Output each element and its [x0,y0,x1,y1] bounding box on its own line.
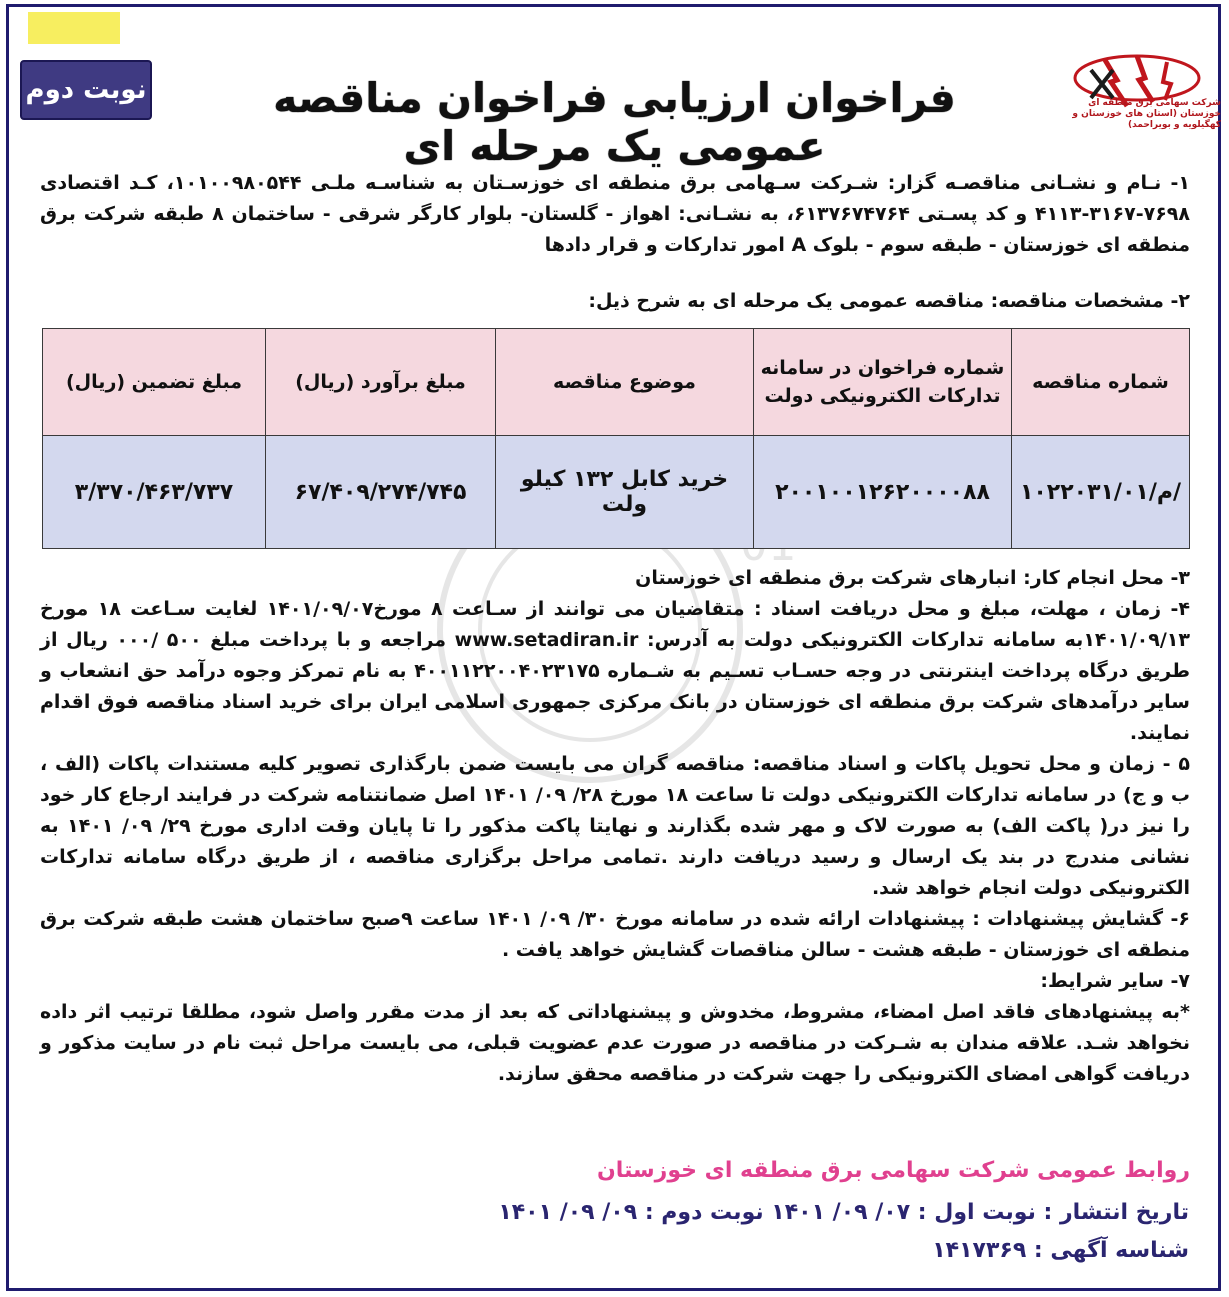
header-tender-number: شماره مناقصه [1012,329,1190,436]
tender-table [42,328,1190,549]
cell-tender-number: م/۱۰۲۲۰۳۱/۰۱/ [1012,436,1190,549]
header-subject: موضوع مناقصه [496,329,754,436]
section-3-location: ۳- محل انجام کار: انبارهای شرکت برق منطقه ای خوزستان [635,567,1190,589]
table-row [43,436,1190,549]
page-title: فراخوان ارزیابی فراخوان مناقصه عمومی یک مرحله ای [273,74,956,170]
section-6-opening: ۶- گشایش پیشنهادات : پیشنهادات ارائه شده در سامانه مورخ ۳۰/ ۰۹/ ۱۴۰۱ ساعت ۹صبح ساختمان هشت طبقه شرکت برق منطقه ای خوزستان - طبقه هشت - سالن مناقصات گشایش خواهد یافت . [40,908,1190,961]
section-1-organizer: ۱- نـام و نشـانی مناقصـه گزار: شـرکت سـهامی برق منطقه ای خوزسـتان به شناسـه ملـی ۱۰۱۰۰۹۸۰۵۴۴، کـد اقتصادی ۷۶۹۸-۳۱۶۷-۴۱۱۳ و کد پسـتی ۶۱۳۷۶۷۴۷۶۴، به نشـانی: اهواز - گلستان- بلوار کارگر شرقی - ساختمان ۸ طبقه شرکت برق منطقه ای خوزستان - طبقه سوم - بلوک A امور تدارکات و قرار دادها [40,172,1190,256]
cell-subject: خرید کابل ۱۳۲ کیلو ولت [496,436,754,549]
ad-identifier: شناسه آگهی : ۱۴۱۷۳۶۹ [932,1238,1189,1263]
header-estimate: مبلغ برآورد (ریال) [266,329,496,436]
header-call-number: شماره فراخوان در سامانه تدارکات الکترونیکی دولت [754,329,1012,436]
public-relations-signature: روابط عمومی شرکت سهامی برق منطقه ای خوزستان [597,1158,1190,1183]
second-publication-badge: نوبت دوم [20,60,152,120]
section-4-documents: ۴- زمان ، مهلت، مبلغ و محل دریافت اسناد : متقاضیان می توانند از سـاعت ۸ مورخ۱۴۰۱/۰۹/۰۷ لغایت سـاعت ۱۸ مورخ ۱۴۰۱/۰۹/۱۳به سامانه تدارکات الکترونیکی دولت به آدرس: www.setadiran.ir مراجعه و با پرداخت مبلغ ۵۰۰ /۰۰۰ ریال از طریق درگاه پرداخت اینترنتی در وجه حسـاب تسـیم به شـماره ۴۰۰۱۱۲۲۰۰۴۰۲۳۱۷۵ به نام تمرکز وجوه درآمد حق انشعاب و سایر درآمدهای شرکت برق منطقه ای خوزستان در بانک مرکزی جمهوری اسلامی ایران برای خرید اسناد مناقصه فوق اقدام نمایند. [40,598,1190,744]
cell-call-number: ۲۰۰۱۰۰۱۲۶۲۰۰۰۰۸۸ [754,436,1012,549]
cell-guarantee: ۳/۳۷۰/۴۶۳/۷۳۷ [43,436,266,549]
logo-caption: شرکت سهامی برق منطقه ای خوزستان (استان های خوزستان و کهگیلویه و بویراحمد) [1072,98,1221,130]
publish-dates: تاریخ انتشار : نوبت اول : ۰۷/ ۰۹/ ۱۴۰۱ نوبت دوم : ۰۹/ ۰۹/ ۱۴۰۱ [498,1200,1189,1225]
white-chip [320,12,412,44]
section-7-heading: ۷- سایر شرایط: [1040,970,1190,992]
white-chip [616,12,708,44]
section-5-delivery: ۵ - زمان و محل تحویل پاکات و اسناد مناقصه: مناقصه گران می بایست ضمن بارگذاری تصویر کلیه مستندات پاکات (الف ، ب و ج) در سامانه تدارکات الکترونیکی دولت تا ساعت ۱۸ مورخ ۲۸/ ۰۹/ ۱۴۰۱ اصل ضمانتنامه شرکت در فرایند ارجاع کار خود را نیز در( پاکت الف) به صورت لاک و مهر شده بگذارند و نهایتا پاکت مذکور را تا پایان وقت اداری مورخ ۲۹/ ۰۹/ ۱۴۰۱ به نشانی مندرج در بند یک ارسال و رسید دریافت دارند .تمامی مراحل برگزاری مناقصه ، از طریق درگاه سامانه تدارکات الکترونیکی دولت انجام خواهد شد. [40,753,1190,899]
section-7-body: *به پیشنهادهای فاقد اصل امضاء، مشروط، مخدوش و پیشنهاداتی که بعد از مدت مقرر واصل شود، مطلقا ترتیب اثر داده نخواهد شـد. علاقه مندان به شـرکت در مناقصه در صورت عدم عضویت قبلی، می بایست مراحل ثبت نام در سایت مذکور و دریافت گواهی امضای الکترونیکی را جهت شرکت در مناقصه محقق سازند. [40,1001,1190,1085]
sections-3-to-7 [40,563,1190,1090]
top-color-strip [6,4,1221,50]
cell-estimate: ۶۷/۴۰۹/۲۷۴/۷۴۵ [266,436,496,549]
table-header-row [43,329,1190,436]
section-2-specs: ۲- مشخصات مناقصه: مناقصه عمومی یک مرحله ای به شرح ذیل: [588,290,1190,312]
white-chip [912,12,1004,44]
header-guarantee: مبلغ تضمین (ریال) [43,329,266,436]
yellow-chip [28,12,120,44]
